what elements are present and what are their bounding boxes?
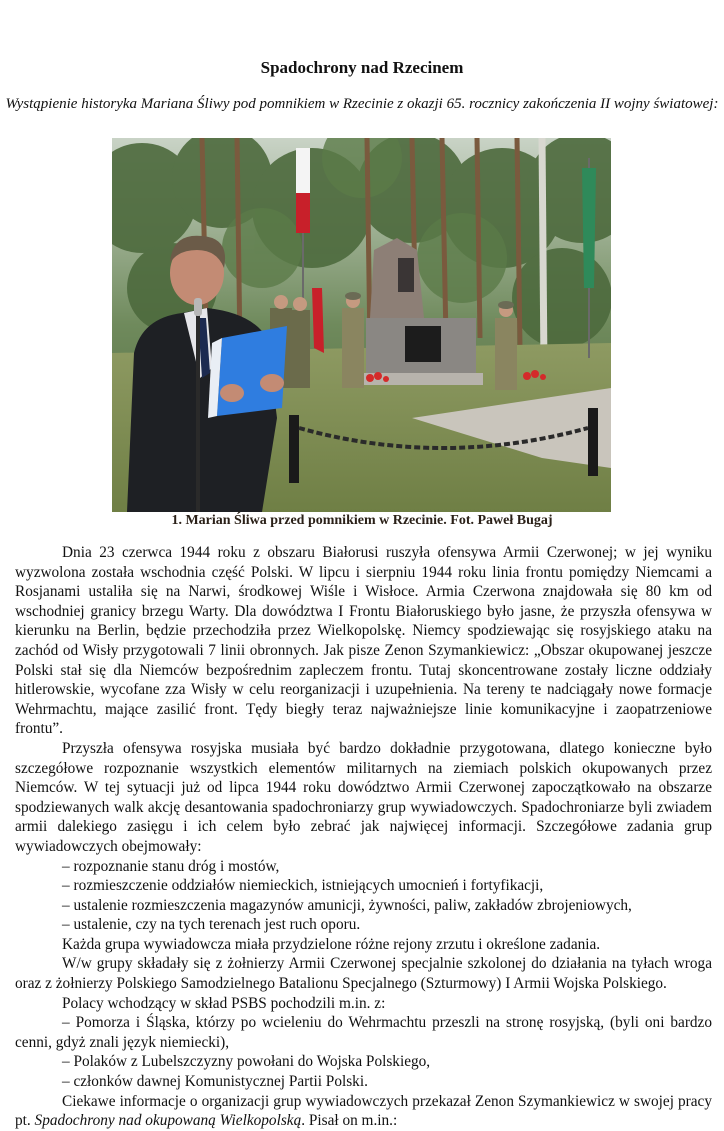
paragraph: Dnia 23 czerwca 1944 roku z obszaru Białorusi ruszyła ofensywa Armii Czerwonej; w jej wyniku wyzwolona została wschodnia część Polski. W lipcu i sierpniu 1944 roku linia frontu pomiędzy Niemcami a Rosjanami ustaliła się na Narwi, środkowej Wiśle i Wisłoce. Armia Czerwona znajdowała się 80 km od wschodniej granicy brzegu Warty. Dla dowództwa I Frontu Białoruskiego było jasne, że przyszła ofensywa w kierunku na Berlin, będzie przechodziła przez Wielkopolskę. Niemcy spodziewając się rosyjskiego ataku na zachód od Wisły przygotowali 7 linii obronnych. Jak pisze Zenon Szymankiewicz: „Obszar okupowanej jeszcze Polski stał się dla Niemców bezpośrednim zapleczem frontu. Tutaj skoncentrowane zostały liczne oddziały hitlerowskie, wycofane zza Wisły w celu reorganizacji i uzupełnienia. Na tereny te nadciągały nowe formacje Wehrmachtu, mające zasilić front. Tędy biegły teraz najważniejsze linie komunikacyjne i zaopatrzeniowe frontu”.: [15, 544, 712, 738]
list-item: – rozmieszczenie oddziałów niemieckich, istniejących umocnień i fortyfikacji,: [62, 877, 544, 895]
green-flag: [582, 168, 596, 288]
paragraph: Polacy wchodzący w skład PSBS pochodzili m.in. z:: [62, 994, 386, 1012]
paragraph: Każda grupa wywiadowcza miała przydzielone różne rejony zrzutu i określone zadania.: [62, 935, 601, 953]
cited-work-title: Spadochrony nad okupowaną Wielkopolską: [34, 1112, 302, 1130]
birch-trunk: [542, 138, 544, 368]
fence-post: [588, 408, 598, 476]
microphone: [194, 298, 202, 316]
fence-post: [289, 415, 299, 483]
list-item: – ustalenie, czy na tych terenach jest ruch oporu.: [62, 916, 361, 934]
paragraph-text: . Pisał on m.in.:: [301, 1112, 398, 1130]
monument-plaque: [405, 326, 441, 362]
polish-flag: [296, 148, 310, 193]
list-item: – Polaków z Lubelszczyzny powołani do Wojska Polskiego,: [62, 1053, 431, 1071]
paragraph-text: Ciekawe informacje o organizacji grup wywiadowczych przekazał Zenon Szymankiewicz w swojej pracy pt.: [15, 1092, 712, 1130]
photo-illustration: [112, 138, 611, 512]
list-item: – Pomorza i Śląska, którzy po wcieleniu do Wehrmachtu przeszli na stronę rosyjską, (byli oni bardzo cenni, gdyż znali język niemiecki),: [15, 1014, 712, 1051]
list-item: – członków dawnej Komunistycznej Partii Polski.: [62, 1073, 368, 1091]
figure-photo: [112, 138, 611, 512]
speaker-folder: [217, 326, 287, 416]
paragraph: Przyszła ofensywa rosyjska musiała być bardzo dokładnie przygotowana, dlatego konieczne było szczegółowe rozpoznanie wszystkich elementów militarnych na ziemiach polskich okupowanych przez Niemców. W tej sytuacji już od lipca 1944 roku dowództwo Armii Czerwonej zapoczątkowało na obszarze spodziewanych walk akcję desantowania spadochroniarzy grup wywiadowczych. Spadochroniarze byli zwiadem armii dalekiego zasięgu i ich celem było zebrać jak najwięcej informacji. Szczegółowe zadania grup wywiadowczych obejmowały:: [15, 739, 712, 855]
list-item: – ustalenie rozmieszczenia magazynów amunicji, żywności, paliw, zakładów zbrojeniowych,: [62, 896, 632, 914]
figure-caption: 1. Marian Śliwa przed pomnikiem w Rzecinie. Fot. Paweł Bugaj: [171, 513, 553, 528]
document-title: Spadochrony nad Rzecinem: [260, 58, 464, 77]
paragraph: W/w grupy składały się z żołnierzy Armii Czerwonej specjalnie szkolonej do działania na tyłach wroga oraz z żołnierzy Polskiego Samodzielnego Batalionu Specjalnego (Szturmowy) I Armii Wojska Polskiego.: [15, 955, 712, 993]
document-subtitle: Wystąpienie historyka Mariana Śliwy pod pomnikiem w Rzecinie z okazji 65. rocznicy zakończenia II wojny światowej:: [5, 96, 719, 112]
list-item: – rozpoznanie stanu dróg i mostów,: [62, 857, 280, 875]
paragraph: [15, 1092, 712, 1131]
monument-stone: [370, 238, 424, 318]
article-body: [15, 543, 712, 1131]
